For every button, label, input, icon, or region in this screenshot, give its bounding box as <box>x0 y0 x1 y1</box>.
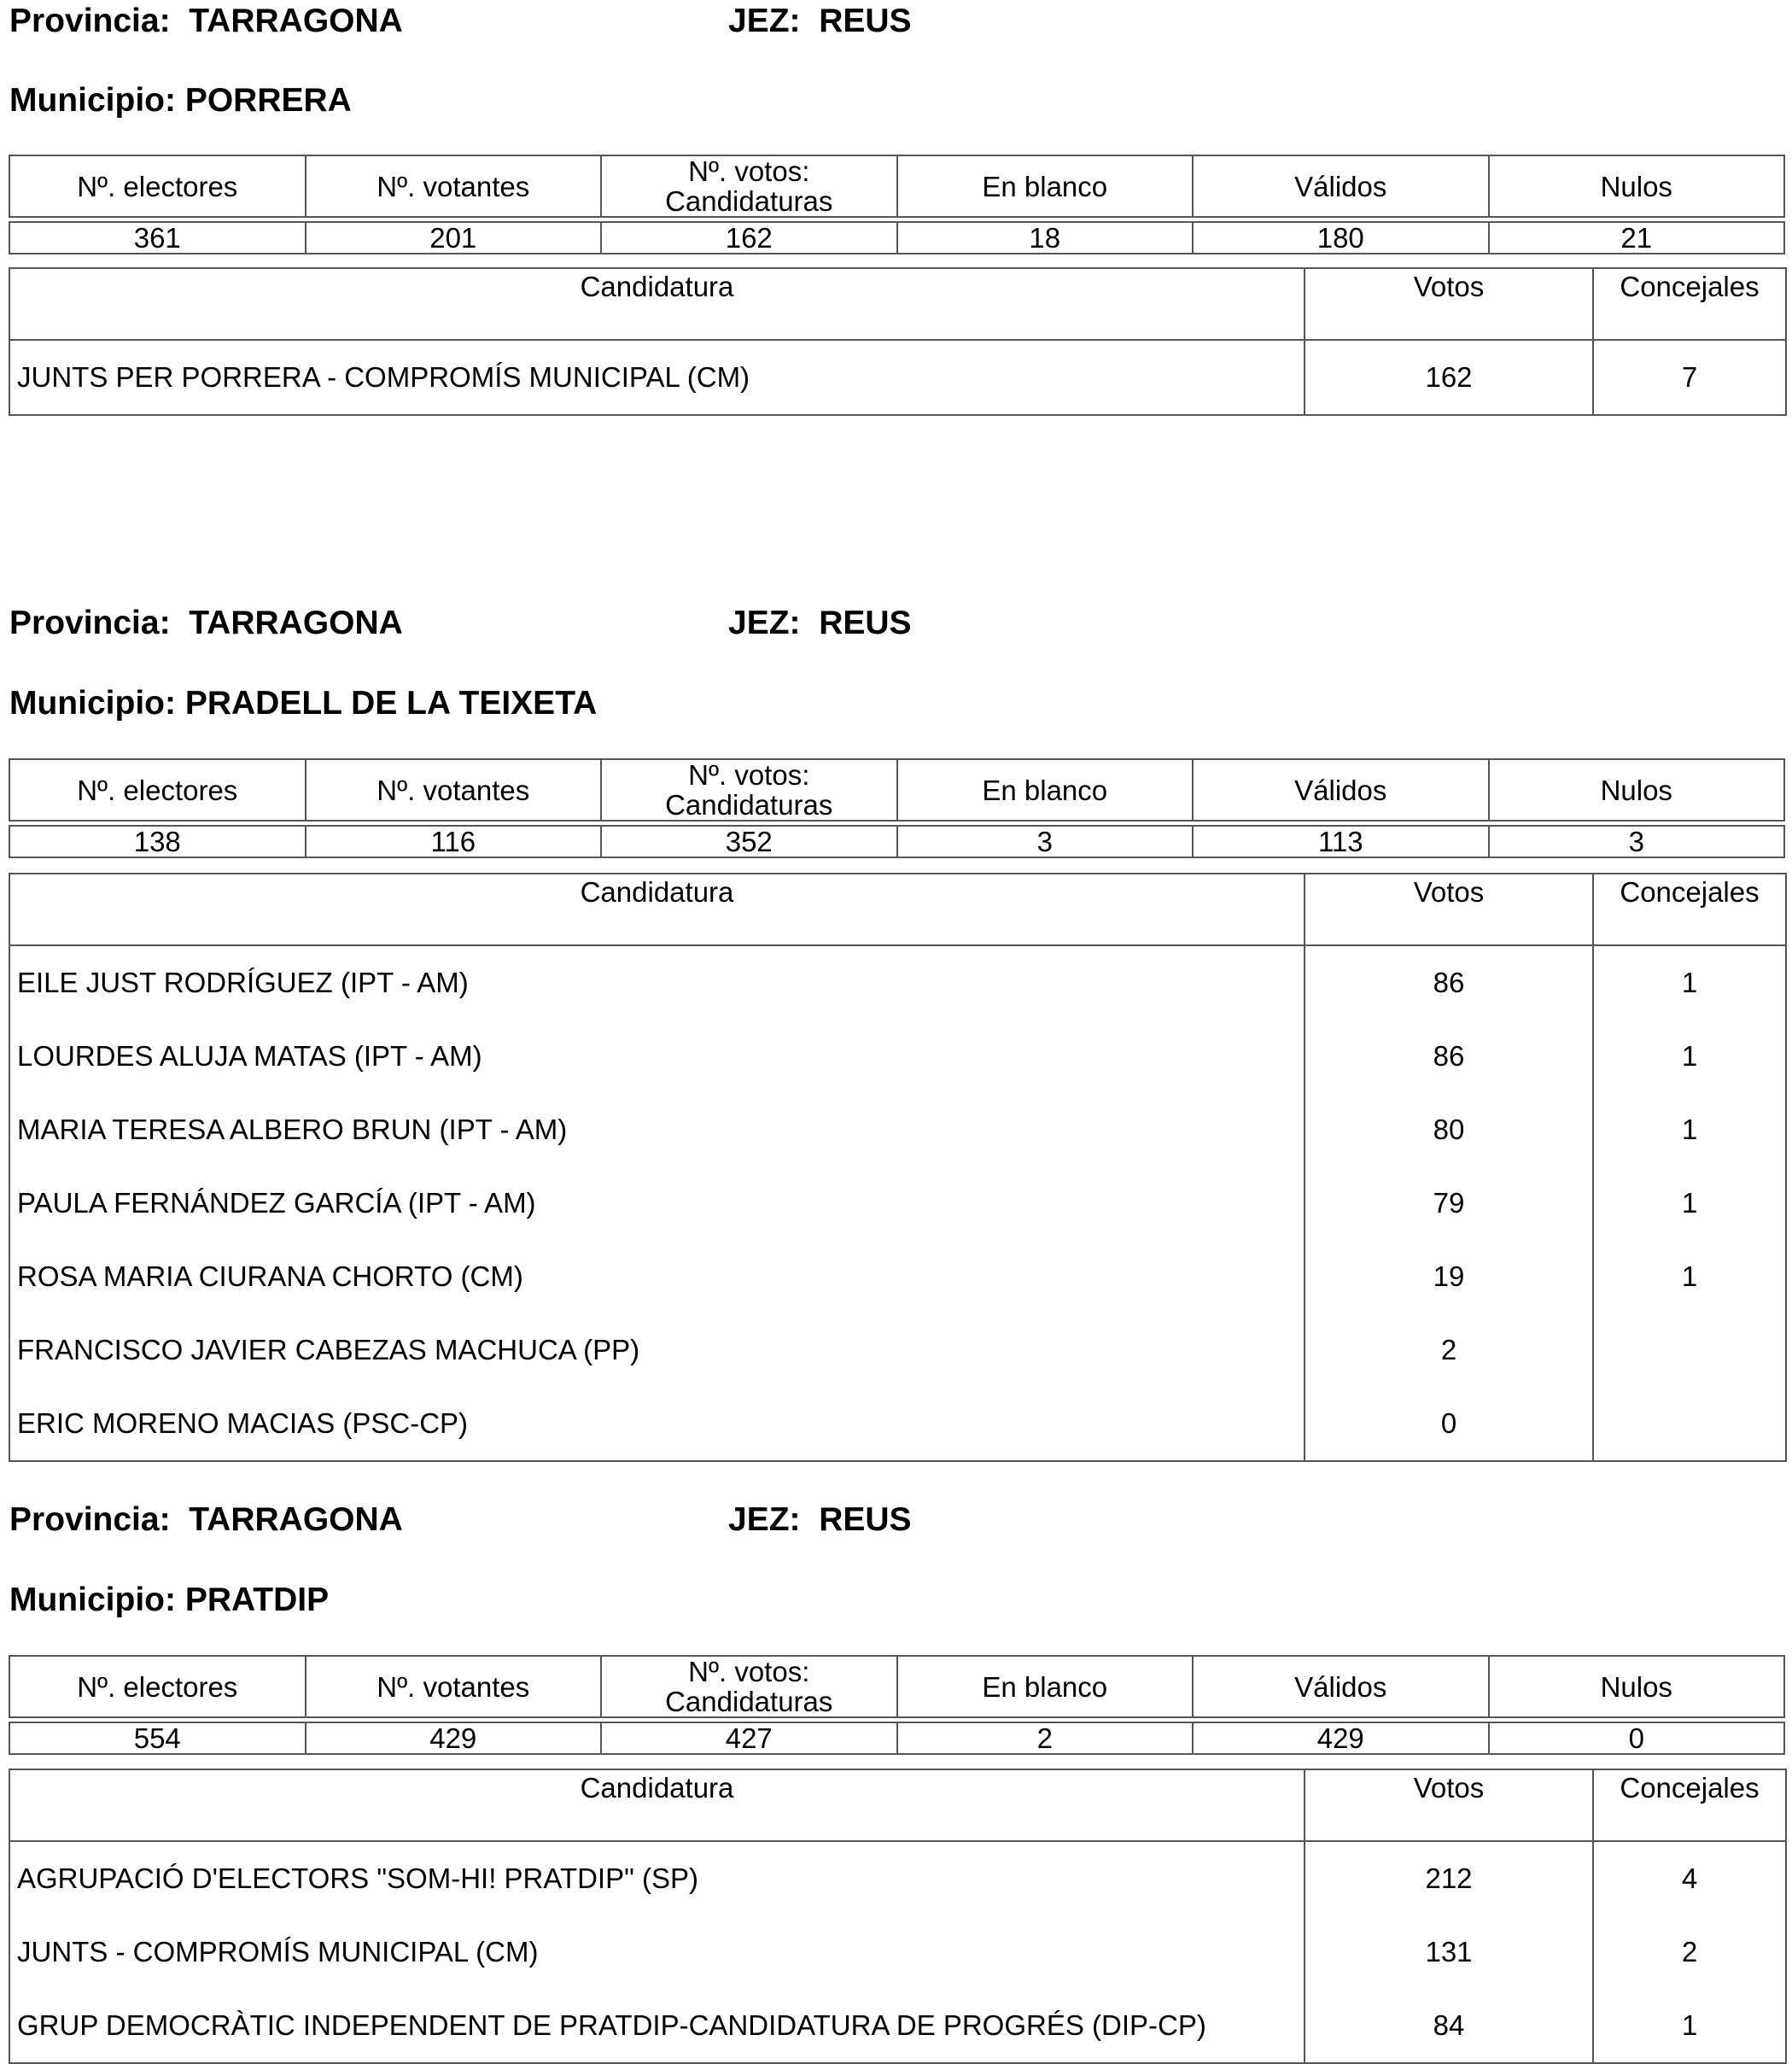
stats-table <box>9 758 1785 858</box>
candidatura-concejales <box>1593 1313 1786 1387</box>
col-en-blanco: En blanco <box>897 759 1194 821</box>
candidatura-name: FRANCISCO JAVIER CABEZAS MACHUCA (PP) <box>9 1313 1305 1387</box>
value-votos-candidaturas: 352 <box>601 826 897 857</box>
candidatura-concejales: 1 <box>1593 1166 1786 1240</box>
table-row <box>9 1240 1786 1313</box>
municipio-heading: Municipio: PRATDIP <box>9 1582 330 1618</box>
value-votantes: 116 <box>306 826 602 857</box>
stats-header-row <box>9 759 1784 821</box>
stats-values-row <box>9 222 1784 254</box>
candidatura-votos: 212 <box>1305 1841 1593 1915</box>
table-row <box>9 1093 1786 1166</box>
candidatura-votos: 86 <box>1305 945 1593 1020</box>
col-nulos: Nulos <box>1489 155 1785 217</box>
table-row <box>9 945 1786 1020</box>
value-en-blanco: 3 <box>897 826 1194 857</box>
value-en-blanco: 18 <box>897 222 1194 254</box>
candidatura-name: PAULA FERNÁNDEZ GARCÍA (IPT - AM) <box>9 1166 1305 1240</box>
jez-heading: JEZ: REUS <box>728 605 912 641</box>
candidatura-votos: 80 <box>1305 1093 1593 1166</box>
municipio-heading: Municipio: PRADELL DE LA TEIXETA <box>9 685 598 722</box>
col-votos-candidaturas: Nº. votos: Candidaturas <box>601 1656 897 1717</box>
candidatura-concejales: 1 <box>1593 945 1786 1020</box>
candidaturas-table <box>9 1769 1787 2064</box>
stats-header-row <box>9 155 1784 217</box>
col-votantes: Nº. votantes <box>306 155 602 217</box>
value-nulos: 3 <box>1489 826 1785 857</box>
municipio-section-porrera <box>0 0 1792 418</box>
col-candidatura: Candidatura <box>9 1769 1305 1841</box>
value-electores: 138 <box>9 826 306 857</box>
municipio-section-pradell <box>0 604 1792 1458</box>
candidatura-votos: 19 <box>1305 1240 1593 1313</box>
jez-heading: JEZ: REUS <box>728 1501 912 1538</box>
stats-values-row <box>9 826 1784 857</box>
col-votantes: Nº. votantes <box>306 759 602 821</box>
candidaturas-header-row <box>9 1769 1786 1841</box>
table-row <box>9 1020 1786 1093</box>
value-votantes: 429 <box>306 1722 602 1754</box>
value-nulos: 21 <box>1489 222 1785 254</box>
candidatura-concejales: 1 <box>1593 1989 1786 2063</box>
candidatura-name: MARIA TERESA ALBERO BRUN (IPT - AM) <box>9 1093 1305 1166</box>
candidatura-name: JUNTS PER PORRERA - COMPROMÍS MUNICIPAL (CM) <box>9 340 1305 415</box>
municipio-section-pratdip <box>0 1500 1792 2064</box>
candidatura-concejales: 1 <box>1593 1020 1786 1093</box>
col-candidatura: Candidatura <box>9 874 1305 945</box>
candidatura-name: EILE JUST RODRÍGUEZ (IPT - AM) <box>9 945 1305 1020</box>
col-electores: Nº. electores <box>9 1656 306 1717</box>
col-nulos: Nulos <box>1489 1656 1785 1717</box>
value-votos-candidaturas: 162 <box>601 222 897 254</box>
candidatura-name: JUNTS - COMPROMÍS MUNICIPAL (CM) <box>9 1915 1305 1989</box>
table-row <box>9 1989 1786 2063</box>
candidatura-concejales: 1 <box>1593 1093 1786 1166</box>
candidatura-concejales: 4 <box>1593 1841 1786 1915</box>
candidaturas-table <box>9 873 1787 1462</box>
col-votos-candidaturas: Nº. votos: Candidaturas <box>601 759 897 821</box>
candidatura-votos: 2 <box>1305 1313 1593 1387</box>
candidatura-concejales: 1 <box>1593 1240 1786 1313</box>
table-row <box>9 1915 1786 1989</box>
jez-heading: JEZ: REUS <box>728 3 912 39</box>
col-votos: Votos <box>1305 1769 1593 1841</box>
value-electores: 361 <box>9 222 306 254</box>
candidaturas-header-row <box>9 268 1786 340</box>
provincia-heading: Provincia: TARRAGONA <box>9 3 403 39</box>
candidatura-votos: 79 <box>1305 1166 1593 1240</box>
col-votos: Votos <box>1305 268 1593 340</box>
stats-table <box>9 1655 1785 1755</box>
value-validos: 429 <box>1193 1722 1489 1754</box>
value-votos-candidaturas: 427 <box>601 1722 897 1754</box>
col-validos: Válidos <box>1193 759 1489 821</box>
candidatura-votos: 0 <box>1305 1387 1593 1461</box>
candidatura-name: LOURDES ALUJA MATAS (IPT - AM) <box>9 1020 1305 1093</box>
candidatura-votos: 84 <box>1305 1989 1593 2063</box>
col-en-blanco: En blanco <box>897 155 1194 217</box>
value-nulos: 0 <box>1489 1722 1785 1754</box>
table-row <box>9 1166 1786 1240</box>
candidaturas-header-row <box>9 874 1786 945</box>
candidatura-concejales: 2 <box>1593 1915 1786 1989</box>
table-row <box>9 1841 1786 1915</box>
candidatura-name: GRUP DEMOCRÀTIC INDEPENDENT DE PRATDIP-CANDIDATURA DE PROGRÉS (DIP-CP) <box>9 1989 1305 2063</box>
value-electores: 554 <box>9 1722 306 1754</box>
candidaturas-table <box>9 267 1787 416</box>
table-row <box>9 340 1786 415</box>
col-validos: Válidos <box>1193 1656 1489 1717</box>
candidatura-name: AGRUPACIÓ D'ELECTORS "SOM-HI! PRATDIP" (SP) <box>9 1841 1305 1915</box>
table-row <box>9 1313 1786 1387</box>
value-votantes: 201 <box>306 222 602 254</box>
col-electores: Nº. electores <box>9 759 306 821</box>
table-row <box>9 1387 1786 1461</box>
candidatura-concejales <box>1593 1387 1786 1461</box>
candidatura-name: ROSA MARIA CIURANA CHORTO (CM) <box>9 1240 1305 1313</box>
value-validos: 113 <box>1193 826 1489 857</box>
col-votos: Votos <box>1305 874 1593 945</box>
col-electores: Nº. electores <box>9 155 306 217</box>
stats-header-row <box>9 1656 1784 1717</box>
col-votantes: Nº. votantes <box>306 1656 602 1717</box>
stats-table <box>9 155 1785 254</box>
value-en-blanco: 2 <box>897 1722 1194 1754</box>
col-en-blanco: En blanco <box>897 1656 1194 1717</box>
candidatura-concejales: 7 <box>1593 340 1786 415</box>
candidatura-votos: 86 <box>1305 1020 1593 1093</box>
candidatura-votos: 131 <box>1305 1915 1593 1989</box>
col-nulos: Nulos <box>1489 759 1785 821</box>
candidatura-name: ERIC MORENO MACIAS (PSC-CP) <box>9 1387 1305 1461</box>
provincia-heading: Provincia: TARRAGONA <box>9 605 403 641</box>
col-votos-candidaturas: Nº. votos: Candidaturas <box>601 155 897 217</box>
col-concejales: Concejales <box>1593 268 1786 340</box>
candidatura-votos: 162 <box>1305 340 1593 415</box>
municipio-heading: Municipio: PORRERA <box>9 82 352 119</box>
provincia-heading: Provincia: TARRAGONA <box>9 1501 403 1538</box>
col-concejales: Concejales <box>1593 1769 1786 1841</box>
col-validos: Válidos <box>1193 155 1489 217</box>
stats-values-row <box>9 1722 1784 1754</box>
col-concejales: Concejales <box>1593 874 1786 945</box>
value-validos: 180 <box>1193 222 1489 254</box>
col-candidatura: Candidatura <box>9 268 1305 340</box>
